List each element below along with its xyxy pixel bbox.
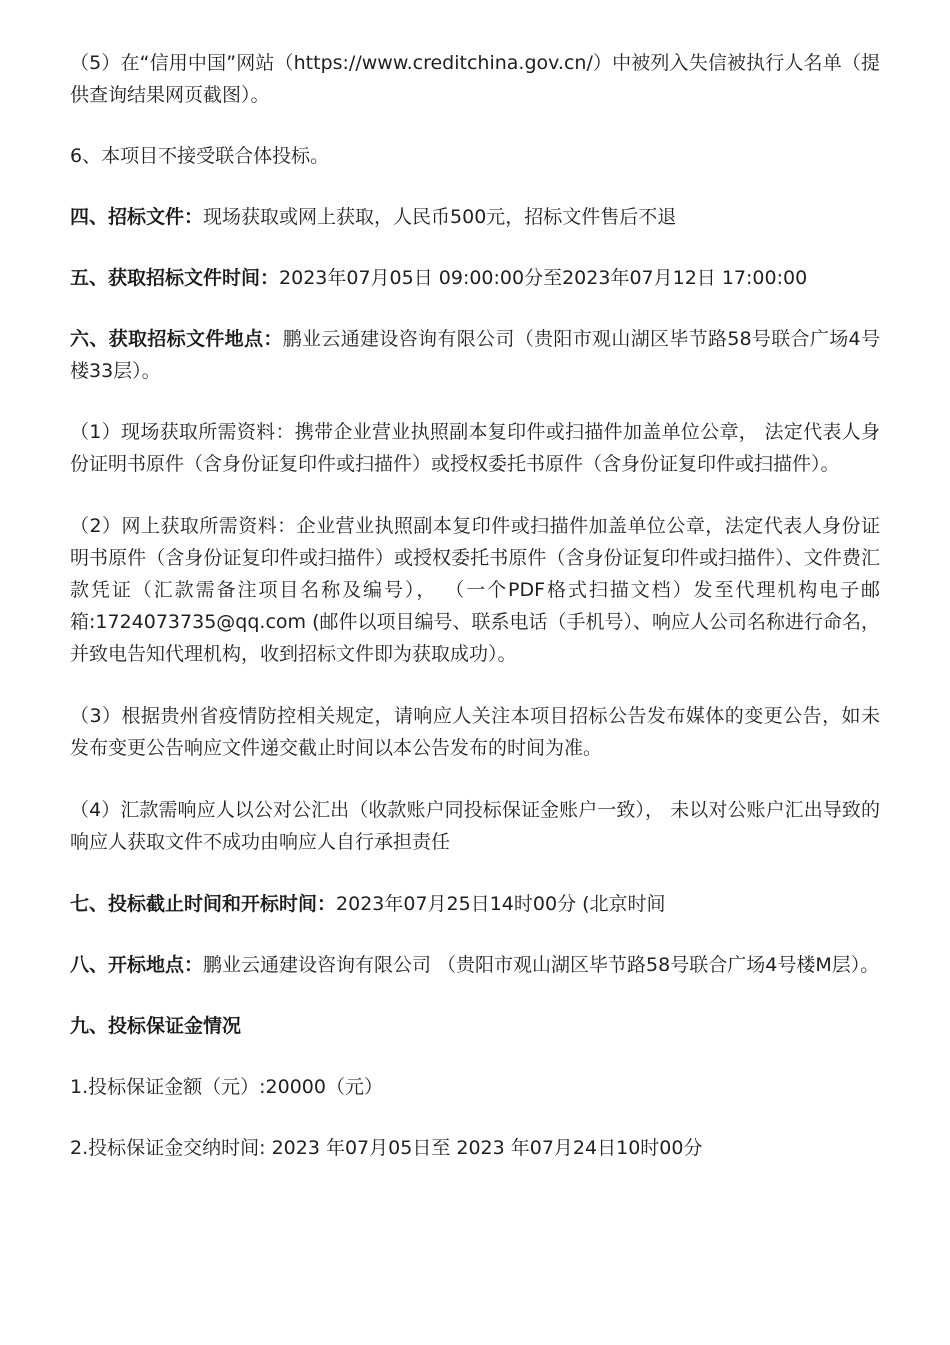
remittance-notice: （4）汇款需响应人以公对公汇出（收款账户同投标保证金账户一致）， 未以对公账户汇出导致的响应人获取文件不成功由响应人自行承担责任 [70, 799, 880, 853]
section-opening-location-text: 鹏业云通建设咨询有限公司 （贵阳市观山湖区毕节路58号联合广场4号楼M层）。 [203, 954, 880, 976]
section-obtain-time [70, 262, 880, 294]
section-opening-location-label: 八、开标地点： [70, 954, 204, 976]
section-tender-documents-text: 现场获取或网上获取，人民币500元，招标文件售后不退 [203, 206, 677, 228]
section-deadline-opening-time-label: 七、投标截止时间和开标时间： [70, 893, 337, 915]
section-obtain-location-text: 鹏业云通建设咨询有限公司（贵阳市观山湖区毕节路58号联合广场4号楼33层）。 [70, 328, 880, 382]
section-obtain-time-label: 五、获取招标文件时间： [70, 267, 280, 289]
section-deadline-opening-time-text: 2023年07月25日14时00分 (北京时间 [336, 893, 666, 915]
online-required-materials: （2）网上获取所需资料：企业营业执照副本复印件或扫描件加盖单位公章，法定代表人身份证明书原件（含身份证复印件或扫描件）或授权委托书原件（含身份证复印件或扫描件）、文件费汇款凭证（汇款需备注项目名称及编号）， （一个PDF格式扫描文档）发至代理机构电子邮箱:1724073735@qq.com (邮件以项目编号、联系电话（手机号）、响应人公司名称进行命名，并致电告知代理机构，收到招标文件即为获取成功）。 [70, 515, 880, 665]
section-opening-location [70, 949, 880, 981]
section-tender-documents [70, 201, 880, 233]
bid-bond-payment-time: 2.投标保证金交纳时间: 2023 年07月05日至 2023 年07月24日10时00分 [70, 1137, 703, 1159]
section-obtain-location-label: 六、获取招标文件地点： [70, 328, 283, 350]
section-obtain-time-text: 2023年07月05日 09:00:00分至2023年07月12日 17:00:00 [279, 267, 808, 289]
item-credit-china-blacklist: （5）在“信用中国”网站（https://www.creditchina.gov.cn/）中被列入失信被执行人名单（提供查询结果网页截图）。 [70, 52, 880, 106]
section-deadline-opening-time [70, 888, 880, 920]
section-bid-bond-heading [70, 1010, 880, 1042]
section-tender-documents-label: 四、招标文件： [70, 206, 204, 228]
section-obtain-location [70, 323, 880, 387]
bid-bond-amount: 1.投标保证金额（元）:20000（元） [70, 1076, 383, 1098]
item-no-consortium: 6、本项目不接受联合体投标。 [70, 145, 330, 167]
onsite-required-materials: （1）现场获取所需资料：携带企业营业执照副本复印件或扫描件加盖单位公章， 法定代表人身份证明书原件（含身份证复印件或扫描件）或授权委托书原件（含身份证复印件或扫描件）。 [70, 421, 880, 475]
epidemic-notice: （3）根据贵州省疫情防控相关规定，请响应人关注本项目招标公告发布媒体的变更公告，如未发布变更公告响应文件递交截止时间以本公告发布的时间为准。 [70, 705, 880, 759]
section-bid-bond-heading-label: 九、投标保证金情况 [70, 1015, 242, 1037]
